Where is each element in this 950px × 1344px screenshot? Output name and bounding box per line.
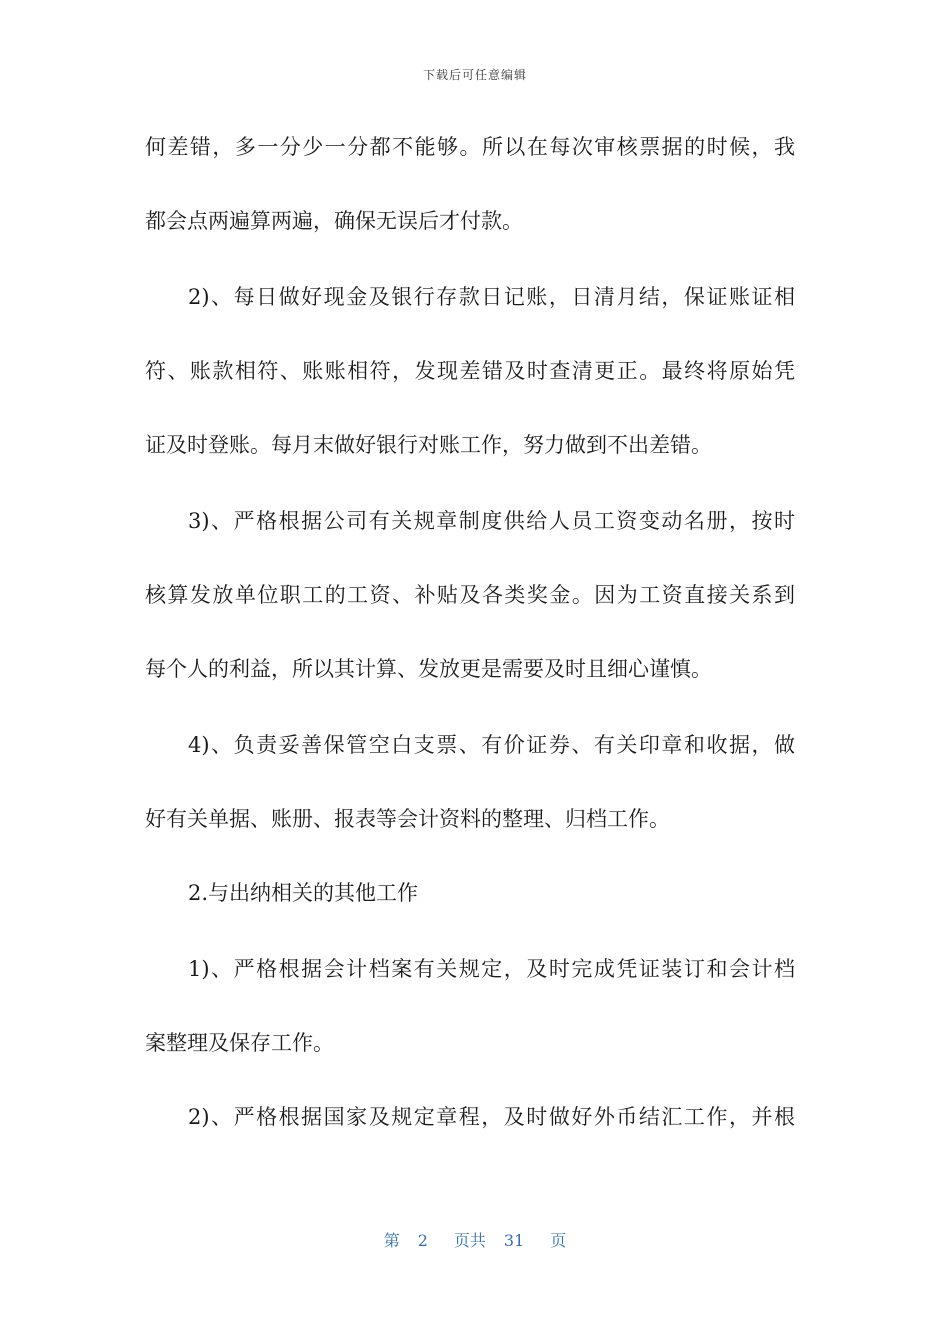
footer-total-pages: 31 <box>503 1231 525 1250</box>
body-line-8: 每个人的利益，所以其计算、发放更是需要及时且细心谨慎。 <box>145 657 712 681</box>
footer-page-number: 2 <box>417 1231 428 1250</box>
section-heading: 2.与出纳相关的其他工作 <box>188 881 419 905</box>
footer-prefix: 第 <box>383 1231 400 1250</box>
body-line-6: 3)、严格根据公司有关规章制度供给人员工资变动名册，按时 <box>188 509 795 533</box>
body-line-5: 证及时登账。每月末做好银行对账工作，努力做到不出差错。 <box>145 433 712 457</box>
body-line-2: 都会点两遍算两遍，确保无误后才付款。 <box>145 209 523 233</box>
body-line-1: 何差错，多一分少一分都不能够。所以在每次审核票据的时候，我 <box>145 135 795 159</box>
footer-mid: 页共 <box>453 1231 486 1250</box>
page-header: 下载后可任意编辑 <box>422 68 527 82</box>
body-line-4: 符、账款相符、账账相符，发现差错及时查清更正。最终将原始凭 <box>145 359 795 383</box>
body-line-13: 案整理及保存工作。 <box>145 1031 334 1055</box>
body-line-12: 1)、严格根据会计档案有关规定，及时完成凭证装订和会计档 <box>188 957 795 981</box>
page-footer <box>0 1228 950 1251</box>
body-line-10: 好有关单据、账册、报表等会计资料的整理、归档工作。 <box>145 807 670 831</box>
footer-suffix: 页 <box>550 1231 567 1250</box>
body-line-7: 核算发放单位职工的工资、补贴及各类奖金。因为工资直接关系到 <box>145 583 795 607</box>
body-line-3: 2)、每日做好现金及银行存款日记账，日清月结，保证账证相 <box>188 285 795 309</box>
body-line-9: 4)、负责妥善保管空白支票、有价证券、有关印章和收据，做 <box>188 733 795 757</box>
body-line-14: 2)、严格根据国家及规定章程，及时做好外币结汇工作，并根 <box>188 1105 795 1129</box>
